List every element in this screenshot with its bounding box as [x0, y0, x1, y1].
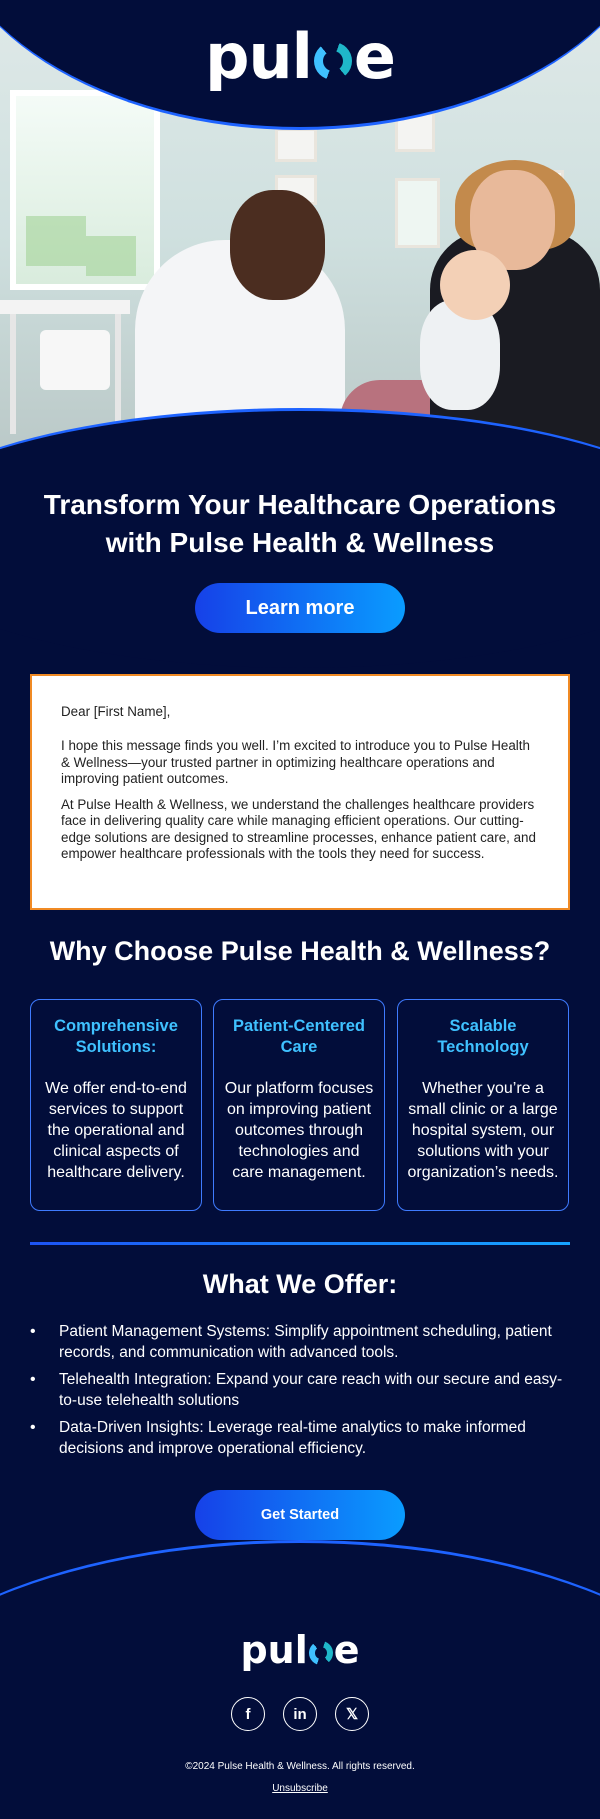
feature-card-patient-centered [213, 999, 385, 1211]
section-divider [30, 1242, 570, 1245]
letter-paragraph-1: I hope this message finds you well. I’m excited to introduce you to Pulse Health & Wellness—your trusted partner in optimizing healthcare operations and improving patient outcomes. [61, 738, 530, 786]
pulse-o-icon [314, 42, 352, 80]
feature-card-title: Scalable Technology [437, 1017, 529, 1056]
letter-greeting: Dear [First Name], [61, 704, 171, 719]
list-item: • Patient Management Systems: Simplify appointment scheduling, patient records, and communication with advanced tools. [30, 1321, 575, 1363]
logo-text-right: e [353, 20, 395, 93]
get-started-button[interactable]: Get Started [195, 1490, 405, 1540]
logo-text-left: pul [240, 1628, 308, 1672]
headline-line-1: Transform Your Healthcare Operations [43, 489, 557, 520]
pulse-logo[interactable] [0, 22, 600, 92]
logo-text-left: pul [205, 20, 312, 93]
linkedin-icon[interactable]: in [283, 1697, 317, 1731]
feature-card-title: Comprehensive Solutions: [54, 1017, 178, 1056]
copyright-text: ©2024 Pulse Health & Wellness. All rights reserved. [185, 1761, 415, 1772]
hero-section [0, 0, 600, 470]
feature-card-body: Our platform focuses on improving patient outcomes through technologies and care management. [224, 1080, 374, 1181]
headline-line-2: with Pulse Health & Wellness [105, 527, 495, 558]
footer-arc [0, 1540, 600, 1819]
social-links [0, 1697, 600, 1731]
what-we-offer-heading: What We Offer: [202, 1269, 398, 1299]
letter-paragraph-2: At Pulse Health & Wellness, we understand the challenges healthcare providers face in delivering quality care while managing efficient operations. Our cutting-edge solutions are designed to streamline processes, enhance patient care, and empower healthcare professionals with the tools they need for success. [61, 797, 536, 862]
logo-text-right: e [333, 1628, 360, 1672]
x-icon[interactable]: 𝕏 [335, 1697, 369, 1731]
offer-list [30, 1321, 575, 1465]
feature-card-title: Patient-Centered Care [232, 1017, 366, 1056]
clinic-window [10, 90, 160, 290]
feature-card-body: Whether you’re a small clinic or a large hospital system, our solutions with your organization’s needs. [407, 1080, 559, 1181]
feature-card-scalable [397, 999, 569, 1211]
feature-card-comprehensive [30, 999, 202, 1211]
list-item: • Telehealth Integration: Expand your care reach with our secure and easy-to-use telehealth solutions [30, 1369, 575, 1411]
intro-letter [30, 674, 570, 910]
list-item: • Data-Driven Insights: Leverage real-time analytics to make informed decisions and improve operational efficiency. [30, 1417, 575, 1459]
feature-card-body: We offer end-to-end services to support the operational and clinical aspects of healthcare delivery. [45, 1080, 187, 1181]
why-choose-heading: Why Choose Pulse Health & Wellness? [49, 936, 551, 966]
headline [20, 486, 580, 562]
unsubscribe-link[interactable]: Unsubscribe [272, 1783, 328, 1794]
pulse-o-icon [309, 1641, 333, 1665]
facebook-icon[interactable]: f [231, 1697, 265, 1731]
footer-pulse-logo[interactable] [0, 1628, 600, 1672]
learn-more-button[interactable]: Learn more [195, 583, 405, 633]
